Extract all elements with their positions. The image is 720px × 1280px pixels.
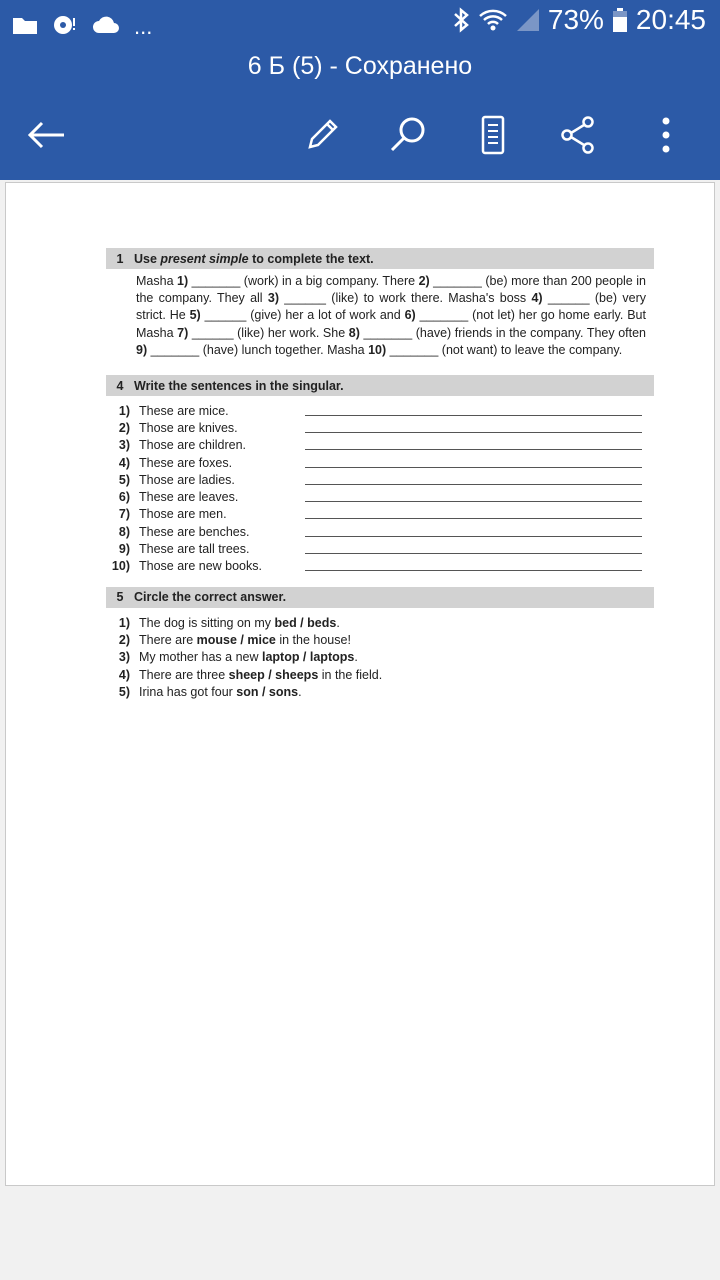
item-text: Irina has got four son / sons. (139, 684, 302, 699)
item-number: 3) (118, 650, 130, 665)
more-options-button[interactable] (640, 110, 692, 160)
more-vert-icon (660, 115, 672, 155)
item-text: These are benches. (139, 524, 250, 539)
exercise-item (106, 489, 654, 506)
item-text: These are leaves. (139, 490, 239, 505)
document-page[interactable] (5, 182, 715, 1186)
exercise-item (106, 437, 654, 454)
app-bar (0, 0, 720, 180)
search-button[interactable] (382, 110, 434, 160)
cloud-icon (92, 15, 120, 35)
item-number: 2) (118, 632, 130, 647)
exercise-1-header (106, 248, 654, 269)
exercise-item (106, 614, 654, 631)
exercise-1-text: Masha 1) _______ (work) in a big company. There 2) _______ (be) more than 200 people in the company. They all 3) ______ (like) to work there. Masha's boss 4) ______ (be) very strict. He 5) ______ (give) her a lot of work and 6) _______ (not let) her go home early. But Masha 7) ______ (like) her work. She 8) _______ (have) friends in the company. They often 9) _______ (have) lunch together. Masha 10) _______ (not want) to leave the company. (136, 274, 646, 357)
exercise-item (106, 631, 654, 648)
exercise-item (106, 506, 654, 523)
exercise-number: 5 (116, 590, 124, 605)
item-text: There are three sheep / sheeps in the field. (139, 667, 383, 682)
item-text: My mother has a new laptop / laptops. (139, 650, 358, 665)
document-title: 6 Б (5) - Сохранено (247, 52, 473, 80)
share-icon (558, 115, 598, 155)
exercise-item (106, 471, 654, 488)
more-notifications: ... (134, 14, 153, 39)
answer-line (305, 500, 642, 502)
wifi-icon (478, 7, 508, 33)
item-number: 2) (118, 420, 130, 435)
item-number: 1) (118, 615, 130, 630)
item-number: 4) (118, 455, 130, 470)
worksheet (106, 248, 654, 700)
item-text: There are mouse / mice in the house! (139, 632, 351, 647)
item-number: 8) (118, 524, 130, 539)
exercise-4-header (106, 375, 654, 396)
item-number: 9) (118, 542, 130, 557)
pencil-icon (302, 115, 342, 155)
answer-line (305, 466, 642, 468)
item-text: Those are ladies. (139, 472, 235, 487)
exercise-item (106, 649, 654, 666)
back-icon (26, 120, 66, 150)
answer-line (305, 517, 642, 519)
back-button[interactable] (20, 110, 72, 160)
answer-line (305, 448, 642, 450)
exercise-title: Use present simple to complete the text. (134, 251, 374, 266)
exercise-number: 4 (116, 378, 124, 393)
exercise-item (106, 523, 654, 540)
exercise-5-header (106, 587, 654, 608)
item-text: These are foxes. (139, 455, 233, 470)
exercise-4-list (106, 396, 654, 575)
exercise-item (106, 419, 654, 436)
exercise-item (106, 454, 654, 471)
search-icon (388, 115, 428, 155)
exercise-item (106, 666, 654, 683)
item-number: 7) (118, 507, 130, 522)
item-number: 6) (118, 490, 130, 505)
answer-line (305, 569, 642, 571)
answer-line (305, 431, 642, 433)
answer-line (305, 552, 642, 554)
item-text: These are mice. (139, 403, 229, 418)
exercise-item (106, 683, 654, 700)
item-text: Those are men. (139, 507, 227, 522)
item-text: The dog is sitting on my bed / beds. (139, 615, 340, 630)
signal-icon (516, 7, 540, 33)
answer-line (305, 483, 642, 485)
toolbar (0, 110, 720, 160)
exercise-item (106, 402, 654, 419)
status-bar (0, 0, 720, 46)
item-text: Those are children. (139, 438, 247, 453)
share-button[interactable] (552, 110, 604, 160)
answer-line (305, 414, 642, 416)
mobile-view-icon (478, 115, 508, 155)
item-number: 3) (118, 438, 130, 453)
item-text: These are tall trees. (139, 542, 250, 557)
exercise-item (106, 540, 654, 557)
exercise-5-list (106, 608, 654, 700)
item-number: 10) (111, 559, 130, 574)
media-icon (52, 14, 78, 36)
exercise-title: Circle the correct answer. (134, 590, 287, 605)
edit-button[interactable] (296, 110, 348, 160)
bluetooth-icon (452, 7, 470, 33)
battery-level: 73% (547, 4, 604, 35)
answer-line (305, 535, 642, 537)
item-number: 5) (118, 684, 130, 699)
item-number: 5) (118, 472, 130, 487)
exercise-title: Write the sentences in the singular. (134, 378, 344, 393)
folder-icon (12, 15, 38, 35)
item-number: 1) (118, 403, 130, 418)
exercise-number: 1 (116, 251, 124, 266)
exercise-item (106, 558, 654, 575)
item-text: Those are new books. (139, 559, 262, 574)
item-text: Those are knives. (139, 420, 238, 435)
clock: 20:45 (635, 4, 706, 35)
item-number: 4) (118, 667, 130, 682)
mobile-view-button[interactable] (467, 110, 519, 160)
battery-icon (612, 7, 628, 33)
